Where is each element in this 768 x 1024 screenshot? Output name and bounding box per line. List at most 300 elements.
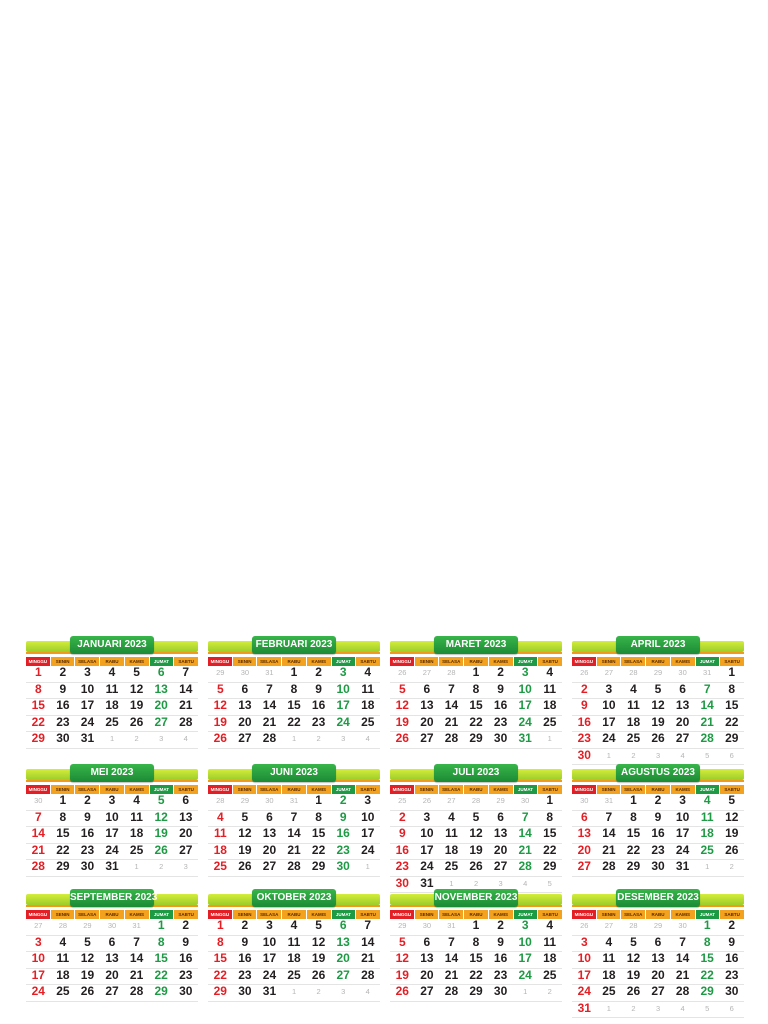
day-cell[interactable]: 27: [262, 859, 277, 873]
day-cell[interactable]: 25: [602, 984, 616, 998]
day-cell[interactable]: 16: [493, 698, 508, 712]
day-cell[interactable]: 20: [105, 967, 119, 982]
day-cell[interactable]: 23: [577, 731, 591, 745]
day-cell[interactable]: 12: [395, 698, 409, 712]
day-cell[interactable]: 26: [213, 731, 227, 745]
day-cell[interactable]: 15: [311, 826, 326, 840]
day-cell[interactable]: 1: [291, 734, 297, 743]
day-cell[interactable]: 25: [287, 967, 301, 982]
day-cell[interactable]: 11: [700, 809, 714, 824]
day-cell[interactable]: 1: [291, 987, 297, 996]
day-cell[interactable]: 7: [364, 918, 372, 932]
day-cell[interactable]: 28: [129, 984, 144, 998]
day-cell[interactable]: 15: [31, 698, 45, 712]
day-cell[interactable]: 23: [725, 967, 739, 982]
day-cell[interactable]: 13: [336, 934, 350, 949]
day-cell[interactable]: 15: [213, 951, 227, 965]
day-cell[interactable]: 29: [216, 668, 225, 677]
day-cell[interactable]: 8: [216, 934, 224, 949]
day-cell[interactable]: 4: [523, 878, 528, 888]
day-cell[interactable]: 19: [213, 714, 227, 729]
day-cell[interactable]: 17: [675, 826, 690, 840]
day-cell[interactable]: 30: [580, 796, 589, 805]
day-cell[interactable]: 19: [154, 826, 168, 840]
day-cell[interactable]: 10: [518, 681, 532, 696]
day-cell[interactable]: 18: [105, 698, 119, 712]
day-cell[interactable]: 28: [179, 714, 193, 729]
day-cell[interactable]: 13: [651, 951, 665, 965]
day-cell[interactable]: 14: [602, 826, 616, 840]
day-cell[interactable]: 22: [626, 842, 641, 857]
day-cell[interactable]: 2: [547, 987, 552, 996]
day-cell[interactable]: 16: [577, 714, 591, 729]
day-cell[interactable]: 7: [605, 809, 613, 824]
day-cell[interactable]: 10: [80, 681, 95, 696]
day-cell[interactable]: 10: [262, 934, 277, 949]
day-cell[interactable]: 11: [56, 951, 70, 965]
day-cell[interactable]: 26: [422, 796, 432, 805]
day-cell[interactable]: 18: [626, 714, 641, 729]
day-cell[interactable]: 14: [518, 826, 532, 840]
day-cell[interactable]: 7: [34, 809, 42, 824]
day-cell[interactable]: 6: [497, 809, 504, 824]
day-cell[interactable]: 22: [469, 714, 483, 729]
day-cell[interactable]: 15: [700, 951, 714, 965]
day-cell[interactable]: 25: [543, 714, 557, 729]
day-cell[interactable]: 31: [447, 921, 456, 930]
day-cell[interactable]: 18: [444, 842, 459, 857]
day-cell[interactable]: 3: [605, 681, 613, 696]
day-cell[interactable]: 4: [680, 750, 685, 760]
day-cell[interactable]: 4: [365, 734, 370, 743]
day-cell[interactable]: 24: [518, 714, 532, 729]
day-cell[interactable]: 19: [129, 698, 144, 712]
day-cell[interactable]: 25: [105, 714, 119, 729]
day-cell[interactable]: 19: [626, 967, 641, 982]
day-cell[interactable]: 12: [129, 681, 144, 696]
day-cell[interactable]: 3: [521, 665, 529, 679]
day-cell[interactable]: 1: [728, 665, 736, 679]
day-cell[interactable]: 30: [265, 796, 274, 805]
day-cell[interactable]: 3: [498, 878, 503, 888]
day-cell[interactable]: 13: [154, 681, 168, 696]
day-cell[interactable]: 1: [472, 918, 480, 932]
day-cell[interactable]: 12: [725, 809, 739, 824]
day-cell[interactable]: 9: [728, 934, 736, 949]
day-cell[interactable]: 31: [265, 668, 274, 677]
day-cell[interactable]: 17: [518, 951, 532, 965]
day-cell[interactable]: 1: [134, 862, 139, 871]
day-cell[interactable]: 15: [543, 826, 557, 840]
day-cell[interactable]: 6: [182, 793, 190, 807]
day-cell[interactable]: 5: [133, 665, 140, 679]
day-cell[interactable]: 30: [395, 875, 409, 890]
day-cell[interactable]: 25: [398, 796, 407, 805]
day-cell[interactable]: 4: [448, 809, 455, 824]
day-cell[interactable]: 25: [700, 842, 714, 857]
day-cell[interactable]: 21: [444, 714, 459, 729]
day-cell[interactable]: 27: [604, 668, 614, 677]
day-cell[interactable]: 18: [700, 826, 714, 840]
day-cell[interactable]: 31: [80, 731, 95, 745]
day-cell[interactable]: 3: [159, 734, 164, 743]
day-cell[interactable]: 29: [83, 921, 92, 930]
day-cell[interactable]: 31: [262, 984, 277, 998]
day-cell[interactable]: 16: [395, 842, 409, 857]
day-cell[interactable]: 27: [675, 731, 690, 745]
day-cell[interactable]: 10: [518, 934, 532, 949]
day-cell[interactable]: 17: [518, 698, 532, 712]
day-cell[interactable]: 16: [179, 951, 193, 965]
day-cell[interactable]: 14: [700, 698, 714, 712]
day-cell[interactable]: 9: [315, 681, 322, 696]
day-cell[interactable]: 5: [157, 793, 165, 807]
day-cell[interactable]: 24: [577, 984, 591, 998]
day-cell[interactable]: 30: [493, 984, 508, 998]
day-cell[interactable]: 21: [518, 842, 532, 857]
day-cell[interactable]: 14: [179, 681, 193, 696]
day-cell[interactable]: 28: [216, 796, 225, 805]
day-cell[interactable]: 20: [238, 714, 252, 729]
day-cell[interactable]: 3: [521, 918, 529, 932]
day-cell[interactable]: 30: [34, 796, 43, 805]
day-cell[interactable]: 30: [651, 859, 665, 873]
day-cell[interactable]: 18: [129, 826, 144, 840]
day-cell[interactable]: 3: [266, 918, 273, 932]
day-cell[interactable]: 24: [602, 731, 616, 745]
day-cell[interactable]: 15: [56, 826, 70, 840]
day-cell[interactable]: 25: [56, 984, 70, 998]
day-cell[interactable]: 28: [447, 668, 456, 677]
day-cell[interactable]: 20: [420, 967, 434, 982]
day-cell[interactable]: 19: [238, 842, 252, 857]
day-cell[interactable]: 2: [473, 878, 479, 888]
day-cell[interactable]: 6: [157, 665, 165, 679]
day-cell[interactable]: 21: [444, 967, 459, 982]
day-cell[interactable]: 19: [80, 967, 95, 982]
day-cell[interactable]: 17: [420, 842, 434, 857]
day-cell[interactable]: 22: [311, 842, 326, 857]
day-cell[interactable]: 1: [546, 793, 554, 807]
day-cell[interactable]: 3: [423, 809, 431, 824]
day-cell[interactable]: 24: [361, 842, 375, 857]
day-cell[interactable]: 13: [420, 698, 434, 712]
day-cell[interactable]: 20: [577, 842, 591, 857]
day-cell[interactable]: 27: [493, 859, 508, 873]
day-cell[interactable]: 12: [311, 934, 326, 949]
day-cell[interactable]: 28: [518, 859, 532, 873]
day-cell[interactable]: 19: [395, 714, 409, 729]
day-cell[interactable]: 12: [651, 698, 665, 712]
day-cell[interactable]: 8: [59, 809, 67, 824]
day-cell[interactable]: 10: [675, 809, 690, 824]
day-cell[interactable]: 29: [398, 921, 407, 930]
day-cell[interactable]: 3: [183, 862, 188, 871]
day-cell[interactable]: 2: [84, 793, 91, 807]
day-cell[interactable]: 4: [290, 918, 298, 932]
day-cell[interactable]: 9: [241, 934, 249, 949]
day-cell[interactable]: 28: [444, 731, 459, 745]
day-cell[interactable]: 20: [154, 698, 168, 712]
day-cell[interactable]: 22: [700, 967, 714, 982]
day-cell[interactable]: 30: [493, 731, 508, 745]
day-cell[interactable]: 9: [497, 681, 504, 696]
day-cell[interactable]: 14: [262, 698, 277, 712]
day-cell[interactable]: 27: [34, 921, 43, 930]
day-cell[interactable]: 8: [315, 809, 322, 824]
day-cell[interactable]: 27: [420, 984, 434, 998]
day-cell[interactable]: 6: [266, 809, 273, 824]
day-cell[interactable]: 18: [543, 698, 557, 712]
day-cell[interactable]: 11: [105, 681, 119, 696]
day-cell[interactable]: 2: [59, 665, 67, 679]
day-cell[interactable]: 7: [521, 809, 529, 824]
day-cell[interactable]: 11: [445, 826, 458, 840]
day-cell[interactable]: 4: [133, 793, 140, 807]
day-cell[interactable]: 9: [398, 826, 406, 840]
day-cell[interactable]: 28: [471, 796, 481, 805]
day-cell[interactable]: 6: [423, 934, 431, 949]
day-cell[interactable]: 20: [420, 714, 434, 729]
day-cell[interactable]: 23: [395, 859, 409, 873]
day-cell[interactable]: 2: [339, 793, 347, 807]
day-cell[interactable]: 11: [627, 698, 640, 712]
day-cell[interactable]: 2: [316, 734, 321, 743]
day-cell[interactable]: 2: [631, 1003, 636, 1013]
day-cell[interactable]: 25: [444, 859, 459, 873]
day-cell[interactable]: 10: [602, 698, 616, 712]
day-cell[interactable]: 23: [336, 842, 350, 857]
day-cell[interactable]: 18: [543, 951, 557, 965]
day-cell[interactable]: 3: [655, 1003, 661, 1013]
day-cell[interactable]: 9: [182, 934, 190, 949]
day-cell[interactable]: 26: [311, 967, 326, 982]
day-cell[interactable]: 11: [213, 826, 227, 840]
day-cell[interactable]: 27: [447, 796, 456, 805]
day-cell[interactable]: 28: [287, 859, 301, 873]
day-cell[interactable]: 6: [580, 809, 588, 824]
day-cell[interactable]: 27: [105, 984, 119, 998]
day-cell[interactable]: 26: [154, 842, 168, 857]
day-cell[interactable]: 1: [606, 750, 611, 760]
day-cell[interactable]: 29: [653, 921, 663, 930]
day-cell[interactable]: 25: [543, 967, 557, 982]
day-cell[interactable]: 13: [675, 698, 690, 712]
day-cell[interactable]: 30: [107, 921, 117, 930]
day-cell[interactable]: 10: [105, 809, 119, 824]
day-cell[interactable]: 4: [183, 734, 188, 743]
day-cell[interactable]: 2: [631, 750, 636, 760]
day-cell[interactable]: 31: [289, 796, 299, 805]
day-cell[interactable]: 30: [80, 859, 95, 873]
day-cell[interactable]: 28: [700, 731, 714, 745]
day-cell[interactable]: 29: [31, 731, 45, 745]
day-cell[interactable]: 30: [336, 859, 350, 873]
day-cell[interactable]: 21: [31, 842, 45, 857]
day-cell[interactable]: 9: [497, 934, 504, 949]
day-cell[interactable]: 5: [705, 750, 710, 760]
day-cell[interactable]: 3: [341, 987, 346, 996]
day-cell[interactable]: 18: [56, 967, 70, 982]
day-cell[interactable]: 3: [34, 934, 42, 949]
day-cell[interactable]: 22: [543, 842, 557, 857]
day-cell[interactable]: 22: [154, 967, 168, 982]
day-cell[interactable]: 24: [80, 714, 95, 729]
day-cell[interactable]: 19: [311, 951, 326, 965]
day-cell[interactable]: 5: [472, 809, 480, 824]
day-cell[interactable]: 28: [31, 859, 45, 873]
day-cell[interactable]: 16: [311, 698, 326, 712]
day-cell[interactable]: 19: [469, 842, 483, 857]
day-cell[interactable]: 7: [290, 809, 298, 824]
day-cell[interactable]: 26: [395, 731, 409, 745]
day-cell[interactable]: 16: [493, 951, 508, 965]
day-cell[interactable]: 9: [84, 809, 91, 824]
day-cell[interactable]: 2: [497, 665, 504, 679]
day-cell[interactable]: 16: [238, 951, 252, 965]
day-cell[interactable]: 9: [654, 809, 662, 824]
day-cell[interactable]: 3: [108, 793, 116, 807]
day-cell[interactable]: 2: [497, 918, 504, 932]
day-cell[interactable]: 4: [605, 934, 613, 949]
day-cell[interactable]: 15: [725, 698, 739, 712]
day-cell[interactable]: 2: [315, 665, 322, 679]
day-cell[interactable]: 20: [262, 842, 277, 857]
day-cell[interactable]: 23: [238, 967, 252, 982]
day-cell[interactable]: 20: [179, 826, 193, 840]
day-cell[interactable]: 13: [493, 826, 508, 840]
day-cell[interactable]: 8: [290, 681, 298, 696]
day-cell[interactable]: 1: [315, 793, 322, 807]
day-cell[interactable]: 1: [472, 665, 480, 679]
day-cell[interactable]: 5: [84, 934, 91, 949]
day-cell[interactable]: 23: [56, 714, 70, 729]
day-cell[interactable]: 27: [336, 967, 350, 982]
day-cell[interactable]: 25: [213, 859, 227, 873]
day-cell[interactable]: 1: [157, 918, 165, 932]
day-cell[interactable]: 29: [496, 796, 505, 805]
day-cell[interactable]: 5: [547, 878, 552, 888]
day-cell[interactable]: 7: [703, 681, 711, 696]
day-cell[interactable]: 19: [395, 967, 409, 982]
day-cell[interactable]: 18: [602, 967, 616, 982]
day-cell[interactable]: 3: [84, 665, 91, 679]
day-cell[interactable]: 5: [705, 1003, 710, 1013]
day-cell[interactable]: 11: [543, 934, 557, 949]
day-cell[interactable]: 3: [655, 750, 661, 760]
day-cell[interactable]: 10: [420, 826, 434, 840]
day-cell[interactable]: 25: [626, 731, 641, 745]
day-cell[interactable]: 6: [654, 934, 662, 949]
day-cell[interactable]: 13: [179, 809, 193, 824]
day-cell[interactable]: 7: [266, 681, 273, 696]
day-cell[interactable]: 21: [361, 951, 375, 965]
day-cell[interactable]: 1: [34, 665, 42, 679]
day-cell[interactable]: 27: [179, 842, 193, 857]
day-cell[interactable]: 24: [262, 967, 277, 982]
day-cell[interactable]: 4: [546, 665, 554, 679]
day-cell[interactable]: 28: [602, 859, 616, 873]
day-cell[interactable]: 30: [179, 984, 193, 998]
day-cell[interactable]: 16: [56, 698, 70, 712]
day-cell[interactable]: 11: [543, 681, 557, 696]
day-cell[interactable]: 14: [31, 826, 45, 840]
day-cell[interactable]: 2: [580, 681, 588, 696]
day-cell[interactable]: 7: [182, 665, 190, 679]
day-cell[interactable]: 27: [577, 859, 591, 873]
day-cell[interactable]: 30: [678, 921, 687, 930]
day-cell[interactable]: 25: [361, 714, 375, 729]
day-cell[interactable]: 28: [629, 668, 638, 677]
day-cell[interactable]: 4: [703, 793, 711, 807]
day-cell[interactable]: 1: [630, 793, 637, 807]
day-cell[interactable]: 25: [129, 842, 144, 857]
day-cell[interactable]: 3: [679, 793, 686, 807]
day-cell[interactable]: 17: [80, 698, 95, 712]
day-cell[interactable]: 13: [577, 826, 591, 840]
day-cell[interactable]: 8: [546, 809, 554, 824]
day-cell[interactable]: 14: [287, 826, 301, 840]
day-cell[interactable]: 23: [179, 967, 193, 982]
day-cell[interactable]: 1: [705, 862, 710, 871]
day-cell[interactable]: 17: [602, 714, 616, 729]
day-cell[interactable]: 3: [580, 934, 588, 949]
day-cell[interactable]: 22: [56, 842, 70, 857]
day-cell[interactable]: 8: [472, 681, 480, 696]
day-cell[interactable]: 26: [580, 668, 589, 677]
day-cell[interactable]: 24: [105, 842, 119, 857]
day-cell[interactable]: 13: [238, 698, 252, 712]
day-cell[interactable]: 6: [729, 750, 734, 760]
day-cell[interactable]: 1: [216, 918, 224, 932]
day-cell[interactable]: 31: [105, 859, 119, 873]
day-cell[interactable]: 7: [448, 934, 455, 949]
day-cell[interactable]: 7: [448, 681, 455, 696]
day-cell[interactable]: 14: [675, 951, 690, 965]
day-cell[interactable]: 27: [154, 714, 168, 729]
day-cell[interactable]: 23: [311, 714, 326, 729]
day-cell[interactable]: 5: [315, 918, 322, 932]
day-cell[interactable]: 16: [336, 826, 350, 840]
day-cell[interactable]: 15: [287, 698, 301, 712]
day-cell[interactable]: 1: [523, 987, 528, 996]
day-cell[interactable]: 12: [154, 809, 168, 824]
day-cell[interactable]: 29: [154, 984, 168, 998]
day-cell[interactable]: 24: [336, 714, 350, 729]
day-cell[interactable]: 8: [728, 681, 736, 696]
day-cell[interactable]: 7: [679, 934, 686, 949]
day-cell[interactable]: 27: [422, 668, 432, 677]
day-cell[interactable]: 26: [580, 921, 589, 930]
day-cell[interactable]: 24: [675, 842, 690, 857]
day-cell[interactable]: 22: [287, 714, 301, 729]
day-cell[interactable]: 11: [361, 681, 375, 696]
day-cell[interactable]: 30: [678, 668, 687, 677]
day-cell[interactable]: 18: [287, 951, 301, 965]
day-cell[interactable]: 4: [630, 681, 637, 696]
day-cell[interactable]: 26: [398, 668, 407, 677]
day-cell[interactable]: 12: [238, 826, 252, 840]
day-cell[interactable]: 14: [361, 934, 375, 949]
day-cell[interactable]: 4: [364, 665, 372, 679]
day-cell[interactable]: 17: [577, 967, 591, 982]
day-cell[interactable]: 26: [80, 984, 95, 998]
day-cell[interactable]: 28: [444, 984, 459, 998]
day-cell[interactable]: 2: [398, 809, 406, 824]
day-cell[interactable]: 21: [700, 714, 714, 729]
day-cell[interactable]: 2: [728, 918, 736, 932]
day-cell[interactable]: 29: [213, 984, 227, 998]
